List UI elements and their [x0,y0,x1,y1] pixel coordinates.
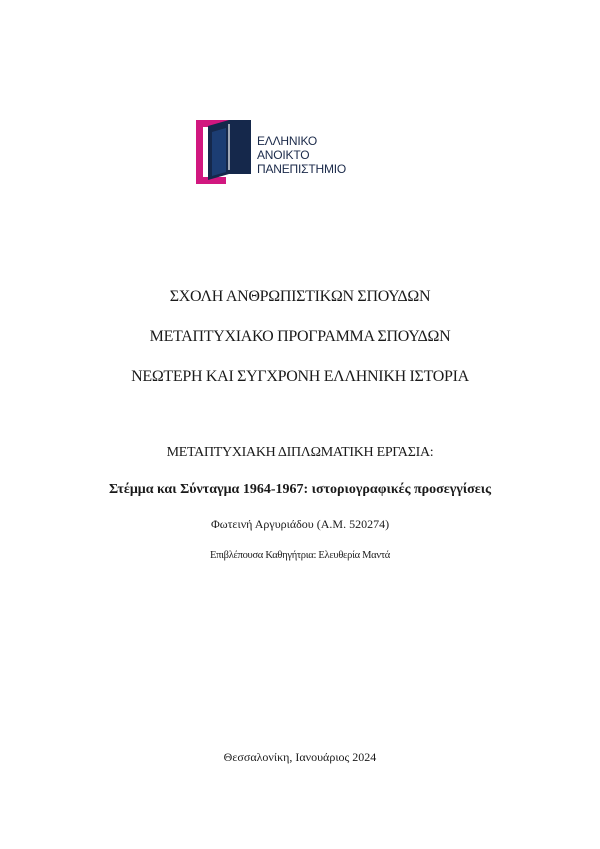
university-logo [196,120,366,184]
place-date: Θεσσαλονίκη, Ιανουάριος 2024 [223,750,377,764]
specialization-name: ΝΕΩΤΕΡΗ ΚΑΙ ΣΥΓΧΡΟΝΗ ΕΛΛΗΝΙΚΗ ΙΣΤΟΡΙΑ [131,368,469,385]
author: Φωτεινή Αργυριάδου (Α.Μ. 520274) [210,517,390,531]
logo-line-2: ΑΝΟΙΚΤΟ [257,148,310,162]
logo-wordmark [257,134,346,176]
thesis-label: ΜΕΤΑΠΤΥΧΙΑΚΗ ΔΙΠΛΩΜΑΤΙΚΗ ΕΡΓΑΣΙΑ: [166,445,434,460]
school-name: ΣΧΟΛΗ ΑΝΘΡΩΠΙΣΤΙΚΩΝ ΣΠΟΥΔΩΝ [169,288,431,305]
program-name: ΜΕΤΑΠΤΥΧΙΑΚΟ ΠΡΟΓΡΑΜΜΑ ΣΠΟΥΔΩΝ [149,328,451,345]
open-book-logo-icon [196,120,256,184]
logo-line-3: ΠΑΝΕΠΙΣΤΗΜΙΟ [257,162,347,176]
thesis-title: Στέμμα και Σύνταγμα 1964-1967: ιστοριογραφικές προσεγγίσεις [108,482,492,497]
supervisor: Επιβλέπουσα Καθηγήτρια: Ελευθερία Μαντά [210,550,390,561]
logo-line-1: ΕΛΛΗΝΙΚΟ [257,134,318,148]
